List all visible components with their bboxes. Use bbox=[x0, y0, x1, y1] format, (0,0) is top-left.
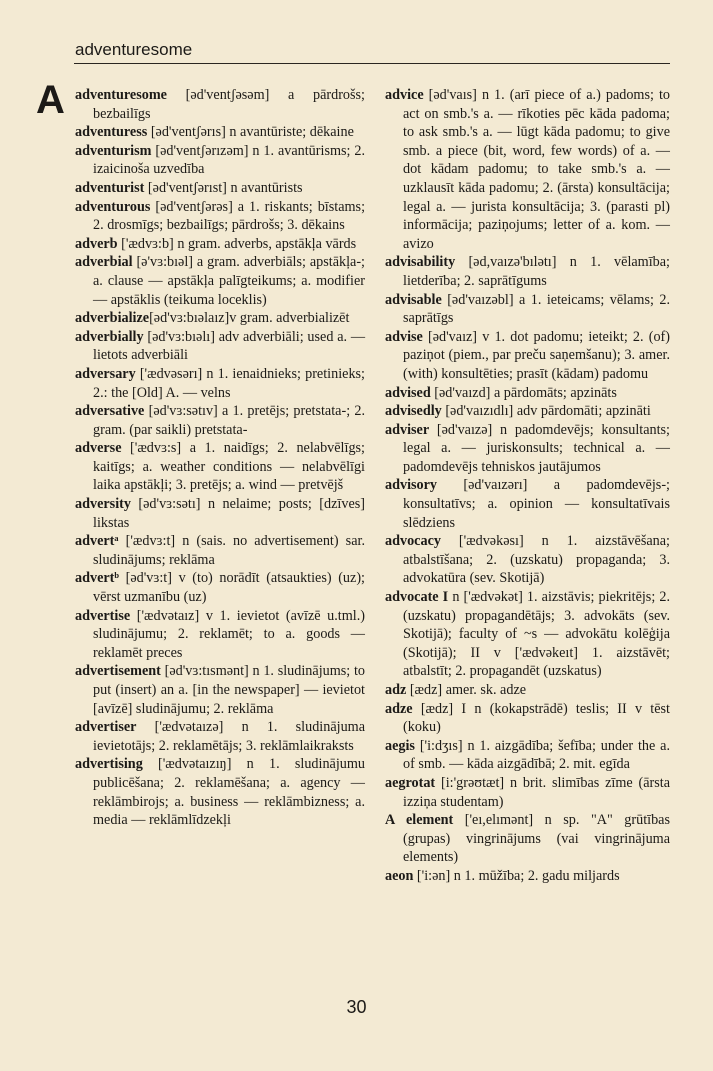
dictionary-entry bbox=[385, 86, 670, 253]
entry-definition: n 1. mūžība; 2. gadu miljards bbox=[453, 867, 620, 884]
dictionary-entry bbox=[75, 755, 365, 829]
entry-headword: adverbialize bbox=[75, 310, 150, 327]
dictionary-entry bbox=[75, 439, 365, 495]
entry-pronunciation: ['i:ən] bbox=[413, 867, 454, 884]
left-column bbox=[75, 86, 365, 830]
dictionary-entry bbox=[75, 607, 365, 663]
entry-definition: n brit. slimības zīme (ārsta izziņa studentam) bbox=[403, 774, 670, 810]
dictionary-entry bbox=[385, 291, 670, 328]
dictionary-entry bbox=[385, 811, 670, 867]
entry-headword: aegrotat bbox=[385, 774, 436, 791]
right-column bbox=[385, 86, 670, 886]
entry-headword: adverse bbox=[75, 440, 122, 457]
entry-headword: adverbially bbox=[75, 328, 144, 345]
entry-pronunciation: [i:'grəʊtæt] bbox=[435, 774, 510, 791]
entry-definition: n (sais. no advertisement) sar. sludinājums; reklāma bbox=[93, 533, 365, 568]
entry-headword: adz bbox=[385, 682, 407, 698]
entry-pronunciation: [ə'vɜ:bıəl] bbox=[132, 254, 197, 271]
dictionary-entry bbox=[75, 198, 365, 235]
dictionary-entry bbox=[385, 328, 670, 384]
entry-definition: I n (kokapstrādē) teslis; II v tēst (koku) bbox=[403, 700, 670, 736]
entry-headword: adversary bbox=[75, 365, 136, 382]
entry-pronunciation: ['ædvəsərı] bbox=[135, 365, 207, 382]
entry-definition: n 1. sludinājumu publicēšana; 2. reklamēšana; a. agency — reklāmbirojs; a. business — reklāmbizness; a. media — reklāmlīdzekļi bbox=[93, 756, 365, 829]
entry-headword: aegis bbox=[385, 737, 415, 754]
entry-pronunciation: [əd'vɜ:t] bbox=[119, 570, 179, 587]
entry-definition: n avantūrists bbox=[230, 179, 303, 196]
entry-definition: n 1. avantūrisms; 2. izaicinoša uzvedība bbox=[93, 142, 365, 178]
entry-headword: advertiser bbox=[75, 719, 137, 736]
dictionary-entry bbox=[75, 142, 365, 179]
entry-pronunciation: ['ædvɜ:s] bbox=[121, 440, 190, 457]
entry-headword: adverb bbox=[75, 235, 118, 252]
entry-pronunciation: [əd'ventʃəsəm] bbox=[166, 87, 289, 103]
entry-pronunciation: [əd'vaızə] bbox=[429, 421, 500, 438]
entry-definition: n padomdevējs; konsultants; legal a. — juriskonsults; technical a. — padomdevējs tehniskos jautājumos bbox=[403, 421, 670, 475]
entry-headword: adventurism bbox=[75, 142, 152, 159]
entry-headword: A element bbox=[385, 812, 454, 829]
entry-pronunciation: [əd'ventʃərəs] bbox=[150, 198, 238, 215]
dictionary-entry bbox=[385, 867, 670, 886]
entry-pronunciation: ['ædvətaızə] bbox=[136, 719, 242, 736]
entry-definition: a padomdevējs-; konsultatīvs; a. opinion — konsultatīvais slēdziens bbox=[403, 477, 670, 531]
entry-pronunciation: ['ædvɜ:t] bbox=[118, 533, 183, 550]
entry-pronunciation: [ædz] bbox=[406, 682, 446, 698]
entry-pronunciation: ['i:dʒıs] bbox=[414, 737, 468, 754]
entry-headword: advised bbox=[385, 384, 431, 401]
entry-pronunciation: [əd'vɜ:sətı] bbox=[130, 496, 208, 513]
section-letter: A bbox=[36, 78, 65, 122]
entry-definition: adv pārdomāti; apzināti bbox=[516, 403, 651, 420]
entry-headword: adventuress bbox=[75, 124, 148, 141]
dictionary-entry bbox=[75, 662, 365, 718]
dictionary-entry bbox=[385, 737, 670, 774]
entry-definition: 1. aizstāvis; piekritējs; 2. (uzskatu) propagandētājs; 3. advokāts (sev. Skotijā); faculty of ~s — advokātu kolēģija (Skotijā); II v ['ædvəkeıt] 1. aizstāvēt; atbalstīt; 2. propagandēt (uzskatus) bbox=[403, 589, 671, 680]
dictionary-entry bbox=[75, 309, 365, 328]
entry-headword: adze bbox=[385, 700, 413, 717]
entry-pronunciation: [əd'ventʃərıs] bbox=[147, 124, 230, 141]
entry-headword: aeon bbox=[385, 867, 414, 884]
entry-headword: adventurist bbox=[75, 179, 145, 196]
entry-headword: adventurous bbox=[75, 198, 151, 215]
entry-pronunciation: [əd'vɜ:bıəlaız] bbox=[149, 310, 230, 327]
entry-headword: advertise bbox=[75, 607, 131, 624]
entry-definition: n gram. adverbs, apstākļa vārds bbox=[177, 235, 357, 252]
dictionary-entry bbox=[385, 700, 670, 737]
entry-definition: n sp. "A" grūtības (grupas) vingrinājums (vai vingrinājuma elements) bbox=[403, 812, 670, 866]
dictionary-entry bbox=[75, 235, 365, 254]
entry-definition: v 1. ievietot (avīzē u.tml.) sludinājumu; 2. reklamēt; to a. goods — reklamēt preces bbox=[93, 607, 365, 661]
dictionary-entry bbox=[75, 365, 365, 402]
dictionary-entry bbox=[75, 86, 365, 123]
entry-pronunciation: [əd'ventʃərıst] bbox=[144, 179, 231, 196]
entry-definition: v (to) norādīt (atsaukties) (uz); vērst uzmanību (uz) bbox=[93, 570, 365, 606]
dictionary-entry bbox=[75, 123, 365, 142]
entry-headword: advise bbox=[385, 328, 423, 345]
entry-headword: advertᵇ bbox=[75, 570, 119, 587]
entry-headword: adviser bbox=[385, 421, 430, 438]
entry-headword: advocate I bbox=[385, 589, 449, 606]
entry-definition: a 1. naidīgs; 2. nelabvēlīgs; kaitīgs; a. weather conditions — nelabvēlīgi laika apstākļi; 3. pretējs; a. wind — pretvējš bbox=[93, 440, 366, 494]
entry-headword: advertising bbox=[75, 756, 143, 773]
entry-headword: adventuresome bbox=[75, 87, 167, 103]
entry-pronunciation: [əd'vaızıdlı] bbox=[441, 403, 517, 420]
entry-pronunciation: [əd'vaızəbl] bbox=[441, 291, 520, 308]
dictionary-entry bbox=[75, 532, 365, 569]
entry-headword: advocacy bbox=[385, 533, 441, 550]
dictionary-entry bbox=[75, 495, 365, 532]
entry-definition: a pārdrošs; bezbailīgs bbox=[93, 87, 366, 122]
entry-definition: n nelaime; posts; [dzīves] likstas bbox=[93, 496, 365, 531]
entry-headword: adverbial bbox=[75, 254, 133, 271]
entry-pronunciation: n ['ædvəkət] bbox=[448, 589, 527, 606]
entry-definition: n 1. sludinājums; to put (insert) an a. [in the newspaper] — ievietot [avīzē] sludinājumu; 2. reklāma bbox=[93, 663, 365, 717]
entry-definition: n avantūriste; dēkaine bbox=[229, 124, 354, 141]
entry-definition: n 1. sludinājuma ievietotājs; 2. reklamētājs; 3. reklāmlaikraksts bbox=[93, 719, 365, 754]
entry-pronunciation: [əd'vɜ:sətıv] bbox=[144, 403, 223, 420]
entry-pronunciation: ['ædvətaız] bbox=[130, 607, 206, 624]
entry-pronunciation: ['ædvətaızıŋ] bbox=[142, 756, 247, 773]
entry-headword: advertᵃ bbox=[75, 533, 119, 550]
entry-headword: advice bbox=[385, 87, 424, 103]
entry-pronunciation: ['ædvəkəsı] bbox=[440, 533, 542, 550]
entry-definition: n 1. (arī piece of a.) padoms; to act on smb.'s a. — rīkoties pēc kāda padoma; to ask smb.'s a. — lūgt kāda padomu; to give smb. a piece (bit, word, few words) of a. — dot kādam padomu; to take smb.'s a. — uzklausīt kāda padomu; 2. (ārsta) konsultācija; legal a. — jurista konsultācija; 3. (parasti pl) informācija; paziņojums; letter of a. kom. — avizo bbox=[403, 87, 670, 252]
dictionary-entry bbox=[385, 588, 670, 681]
entry-definition: a 1. riskants; bīstams; 2. drosmīgs; bezbailīgs; pārdrošs; 3. dēkains bbox=[93, 198, 366, 234]
entry-pronunciation: [əd'vaız] bbox=[422, 328, 483, 345]
entry-pronunciation: [əd'vaıs] bbox=[423, 87, 482, 103]
entry-definition: a 1. pretējs; pretstata-; 2. gram. (par saikli) pretstata- bbox=[93, 403, 366, 438]
page-number: 30 bbox=[346, 997, 367, 1017]
dictionary-entry bbox=[385, 476, 670, 532]
dictionary-entry bbox=[385, 774, 670, 811]
entry-definition: v 1. dot padomu; ieteikt; 2. (of) paziņot (piem., par preču saņemšanu); 3. amer. (with) konsultēties; prasīt (kādam) padomu bbox=[403, 328, 670, 382]
entry-pronunciation: [ædz] bbox=[412, 700, 462, 717]
dictionary-entry bbox=[75, 328, 365, 365]
entry-definition: a 1. ieteicams; vēlams; 2. saprātīgs bbox=[403, 291, 671, 327]
dictionary-entry bbox=[385, 384, 670, 403]
entry-definition: amer. sk. adze bbox=[445, 682, 527, 698]
dictionary-entry bbox=[385, 253, 670, 290]
dictionary-entry bbox=[75, 402, 365, 439]
entry-headword: advertisement bbox=[75, 663, 161, 680]
entry-pronunciation: [əd,vaızə'bılətı] bbox=[455, 254, 570, 271]
entry-pronunciation: [əd'ventʃərızəm] bbox=[151, 142, 253, 159]
entry-headword: advisedly bbox=[385, 403, 442, 420]
dictionary-entry bbox=[385, 421, 670, 477]
entry-pronunciation: [əd'vaızd] bbox=[430, 384, 494, 401]
entry-definition: v gram. adverbializēt bbox=[229, 310, 350, 327]
dictionary-entry bbox=[75, 179, 365, 198]
dictionary-entry bbox=[75, 718, 365, 755]
guide-word: adventuresome bbox=[75, 40, 193, 59]
entry-headword: adversity bbox=[75, 496, 131, 513]
header-rule bbox=[74, 63, 670, 64]
entry-pronunciation: [əd'vɜ:bıəlı] bbox=[143, 328, 219, 345]
entry-definition: n 1. aizgādība; šefība; under the a. of smb. — kāda aizgādībā; 2. mit. egīda bbox=[403, 737, 671, 773]
entry-headword: advisory bbox=[385, 477, 438, 494]
entry-headword: advisability bbox=[385, 254, 456, 271]
entry-definition: a pārdomāts; apzināts bbox=[493, 384, 617, 401]
entry-definition: n 1. ienaidnieks; pretinieks; 2.: the [Old] A. — velns bbox=[93, 365, 365, 401]
entry-headword: adversative bbox=[75, 403, 145, 420]
dictionary-entry bbox=[385, 532, 670, 588]
entry-headword: advisable bbox=[385, 291, 442, 308]
dictionary-entry bbox=[385, 681, 670, 700]
entry-pronunciation: ['ædvɜ:b] bbox=[117, 235, 178, 252]
dictionary-entry bbox=[385, 402, 670, 421]
entry-definition: n 1. aizstāvēšana; atbalstīšana; 2. (uzskatu) propaganda; 3. advokatūra (sev. Skotijā) bbox=[403, 533, 671, 587]
dictionary-entry bbox=[75, 253, 365, 309]
entry-definition: n 1. vēlamība; lietderība; 2. saprātīgums bbox=[403, 254, 670, 289]
entry-definition: a gram. adverbiāls; apstākļa-; a. clause — apstākļa palīgteikums; a. modifier — apstāklis (teikuma loceklis) bbox=[93, 254, 366, 308]
entry-definition: adv adverbiāli; used a. — lietots adverbiāli bbox=[93, 328, 366, 364]
entry-pronunciation: [əd'vɜ:tısmənt] bbox=[160, 663, 253, 680]
entry-pronunciation: ['eı,elımənt] bbox=[453, 812, 545, 829]
dictionary-entry bbox=[75, 569, 365, 606]
entry-pronunciation: [əd'vaızərı] bbox=[437, 477, 554, 494]
